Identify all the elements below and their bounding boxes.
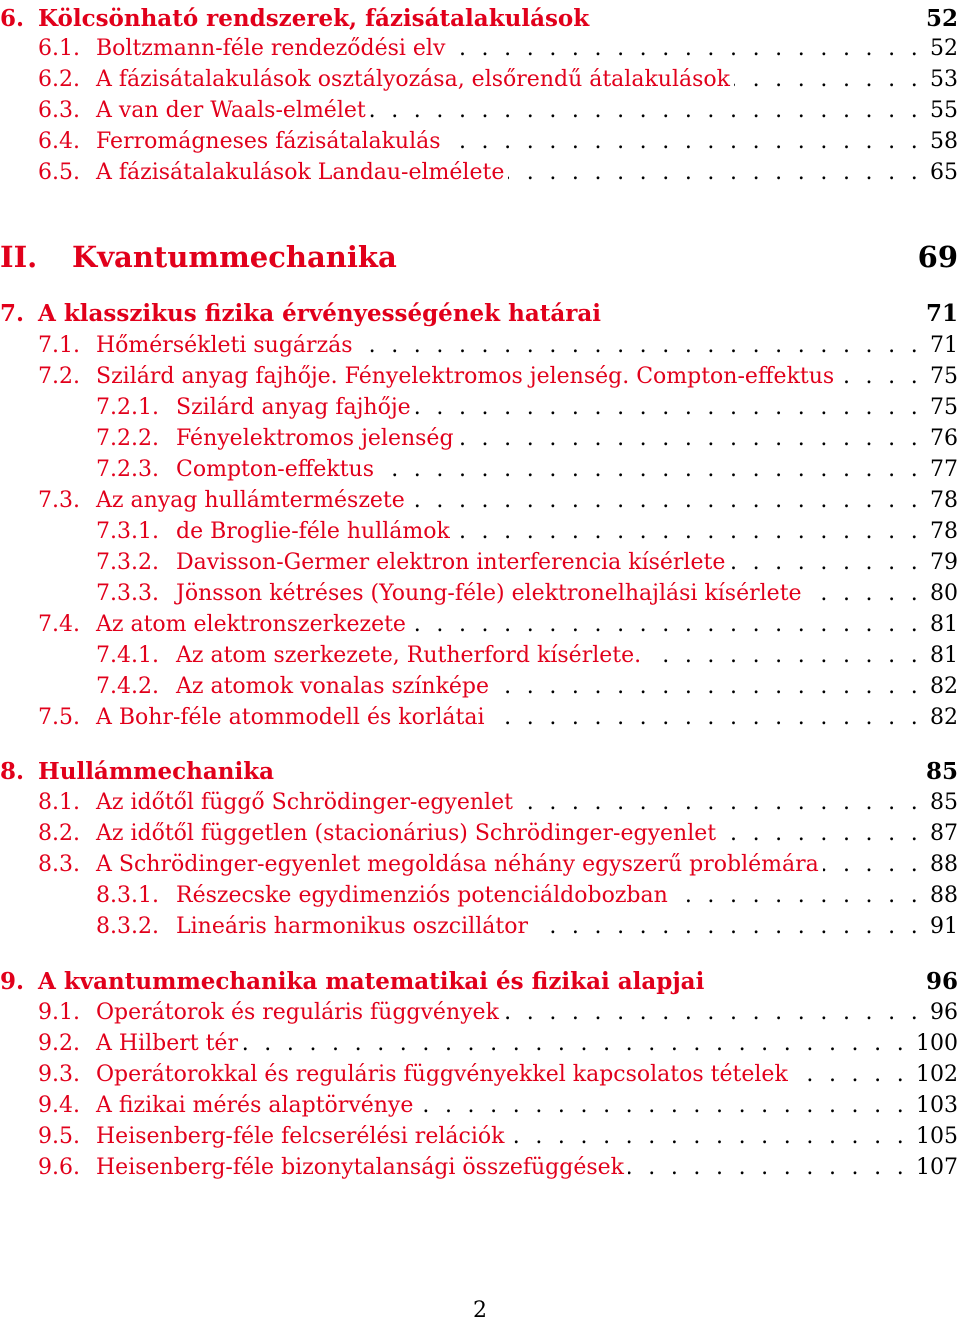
toc-entry-section[interactable] [0, 821, 958, 851]
toc-entry-title[interactable]: Kölcsönható rendszerek, fázisátalakulások [38, 5, 590, 32]
toc-entry-title[interactable]: Operátorokkal és reguláris függvényekkel kapcsolatos tételek [96, 1062, 788, 1087]
toc-entry-page[interactable]: 80 [930, 581, 958, 606]
toc-entry-subsection[interactable] [0, 914, 958, 944]
toc-entry-page[interactable]: 78 [930, 488, 958, 513]
dot-leader [729, 550, 922, 575]
toc-entry-number[interactable]: 7.3.1. [96, 519, 159, 544]
toc-entry-page[interactable]: 85 [930, 790, 958, 815]
toc-entry-subsection[interactable] [0, 550, 958, 580]
toc-entry-page[interactable]: 75 [930, 364, 958, 389]
toc-entry-page[interactable]: 52 [930, 36, 958, 61]
toc-entry-page[interactable]: 96 [925, 968, 958, 995]
toc-entry-number[interactable]: 8.3.2. [96, 914, 159, 939]
toc-entry-section[interactable] [0, 67, 958, 97]
toc-entry-page[interactable]: 53 [930, 67, 958, 92]
toc-entry-page[interactable]: 65 [930, 160, 958, 185]
toc-entry-number[interactable]: 6. [0, 5, 25, 32]
toc-entry-title[interactable]: Szilárd anyag fajhője [176, 395, 411, 420]
toc-entry-section[interactable] [0, 790, 958, 820]
toc-entry-number[interactable]: 9.2. [38, 1031, 80, 1056]
toc-entry-chapter[interactable] [0, 300, 958, 330]
toc-entry-subsection[interactable] [0, 395, 958, 425]
toc-entry-page[interactable]: 78 [930, 519, 958, 544]
toc-entry-number[interactable]: 9.5. [38, 1124, 80, 1149]
toc-entry-subsection[interactable] [0, 426, 958, 456]
toc-entry-section[interactable] [0, 160, 958, 190]
toc-entry-page[interactable]: 87 [930, 821, 958, 846]
toc-entry-section[interactable] [0, 705, 958, 735]
toc-entry-number[interactable]: 7.2.3. [96, 457, 159, 482]
toc-entry-page[interactable]: 85 [925, 758, 958, 785]
dot-leader [454, 519, 922, 544]
toc-entry-number[interactable]: 9.1. [38, 1000, 80, 1025]
toc-entry-title[interactable]: Szilárd anyag fajhője. Fényelektromos jelenség. Compton-effektus [96, 364, 835, 389]
toc-entry-page[interactable]: 82 [930, 705, 958, 730]
toc-entry-section[interactable] [0, 852, 958, 882]
dot-leader [508, 160, 922, 185]
dot-leader [410, 612, 922, 637]
toc-entry-part[interactable] [0, 240, 958, 280]
dot-leader [445, 129, 922, 154]
toc-entry-page[interactable]: 81 [930, 643, 958, 668]
toc-entry-title[interactable]: A fázisátalakulások Landau-elmélete [96, 160, 505, 185]
toc-entry-section[interactable] [0, 364, 958, 394]
toc-entry-number[interactable]: 6.4. [38, 129, 80, 154]
toc-entry-title[interactable]: de Broglie-féle hullámok [176, 519, 450, 544]
toc-entry-number[interactable]: 9.4. [38, 1093, 80, 1118]
toc-entry-page[interactable]: 71 [925, 300, 958, 327]
toc-entry-title[interactable]: Hőmérsékleti sugárzás [96, 333, 353, 358]
dot-leader [823, 852, 922, 877]
toc-entry-section[interactable] [0, 1000, 958, 1030]
toc-entry-title[interactable]: A Schrödinger-egyenlet megoldása néhány egyszerű problémára [96, 852, 819, 877]
dot-leader [357, 333, 922, 358]
toc-entry-page[interactable]: 52 [925, 5, 958, 32]
toc-entry-page[interactable]: 100 [916, 1031, 958, 1056]
toc-entry-page[interactable]: 103 [916, 1093, 958, 1118]
toc-entry-page[interactable]: 82 [930, 674, 958, 699]
dot-leader [242, 1031, 908, 1056]
toc-entry-title[interactable]: Lineáris harmonikus oszcillátor [176, 914, 528, 939]
toc-entry-number[interactable]: 7.4.1. [96, 643, 159, 668]
toc-entry-page[interactable]: 55 [930, 98, 958, 123]
toc-entry-section[interactable] [0, 36, 958, 66]
toc-entry-number[interactable]: 7.2. [38, 364, 80, 389]
dot-leader [417, 1093, 908, 1118]
dot-leader [645, 643, 922, 668]
page-number: 2 [473, 1298, 487, 1323]
dot-leader [415, 395, 922, 420]
toc-entry-title[interactable]: Hullámmechanika [38, 758, 275, 785]
toc-entry-section[interactable] [0, 1031, 958, 1061]
toc-entry-subsection[interactable] [0, 581, 958, 611]
toc-entry-page[interactable]: 107 [916, 1155, 958, 1180]
toc-entry-number[interactable]: 8.1. [38, 790, 80, 815]
toc-entry-title[interactable]: Az atom szerkezete, Rutherford kísérlete. [176, 643, 642, 668]
toc-entry-page[interactable]: 71 [930, 333, 958, 358]
dot-leader [672, 883, 922, 908]
toc-entry-section[interactable] [0, 612, 958, 642]
toc-entry-title[interactable]: A klasszikus fizika érvényességének határai [38, 300, 602, 327]
dot-leader [720, 821, 922, 846]
toc-entry-page[interactable]: 105 [916, 1124, 958, 1149]
toc-entry-page[interactable]: 79 [930, 550, 958, 575]
toc-entry-title[interactable]: Heisenberg-féle felcserélési relációk [96, 1124, 505, 1149]
dot-leader [449, 36, 922, 61]
toc-entry-page[interactable]: 69 [917, 240, 958, 274]
toc-entry-section[interactable] [0, 98, 958, 128]
toc-entry-number[interactable]: 7.3.2. [96, 550, 159, 575]
toc-entry-number[interactable]: 6.5. [38, 160, 80, 185]
toc-entry-number[interactable]: 6.3. [38, 98, 80, 123]
toc-entry-page[interactable]: 76 [930, 426, 958, 451]
toc-entry-title[interactable]: Az atom elektronszerkezete [96, 612, 406, 637]
dot-leader [378, 457, 922, 482]
toc-entry-number[interactable]: 8.2. [38, 821, 80, 846]
toc-entry-number[interactable]: 8.3. [38, 852, 80, 877]
dot-leader [508, 1124, 908, 1149]
toc-entry-chapter[interactable] [0, 5, 958, 35]
toc-entry-page[interactable]: 96 [930, 1000, 958, 1025]
toc-entry-subsection[interactable] [0, 643, 958, 673]
toc-entry-title[interactable]: Fényelektromos jelenség [176, 426, 454, 451]
toc-entry-section[interactable] [0, 1062, 958, 1092]
toc-entry-section[interactable] [0, 488, 958, 518]
toc-entry-title[interactable]: Az anyag hullámtermészete [96, 488, 405, 513]
toc-entry-title[interactable]: Compton-effektus [176, 457, 375, 482]
toc-entry-page[interactable]: 102 [916, 1062, 958, 1087]
dot-leader [489, 705, 922, 730]
toc-entry-number[interactable]: 7.4.2. [96, 674, 159, 699]
dot-leader [517, 790, 922, 815]
dot-leader [628, 1155, 908, 1180]
dot-leader [503, 1000, 922, 1025]
toc-entry-page[interactable]: 81 [930, 612, 958, 637]
toc-entry-subsection[interactable] [0, 519, 958, 549]
toc-entry-title[interactable]: Részecske egydimenziós potenciáldobozban [176, 883, 668, 908]
toc-entry-title[interactable]: Kvantummechanika [72, 240, 397, 274]
dot-leader [806, 581, 922, 606]
toc-entry-number[interactable]: 9.3. [38, 1062, 80, 1087]
toc-entry-subsection[interactable] [0, 883, 958, 913]
toc-entry-number[interactable]: 8.3.1. [96, 883, 159, 908]
toc-entry-chapter[interactable] [0, 968, 958, 998]
toc-entry-section[interactable] [0, 1093, 958, 1123]
toc-entry-number[interactable]: 7.2.1. [96, 395, 159, 420]
toc-entry-number[interactable]: 7. [0, 300, 25, 327]
toc-entry-number[interactable]: 9. [0, 968, 25, 995]
toc-entry-number[interactable]: 8. [0, 758, 25, 785]
toc-entry-title[interactable]: Boltzmann-féle rendeződési elv [96, 36, 446, 61]
toc-entry-title[interactable]: Davisson-Germer elektron interferencia kísérlete [176, 550, 726, 575]
toc-entry-title[interactable]: Az időtől függő Schrödinger-egyenlet [96, 790, 513, 815]
toc-entry-section[interactable] [0, 129, 958, 159]
dot-leader [532, 914, 922, 939]
dot-leader [409, 488, 922, 513]
toc-entry-title[interactable]: Az időtől független (stacionárius) Schrödinger-egyenlet [96, 821, 717, 846]
toc-entry-title[interactable]: Az atomok vonalas színképe [176, 674, 490, 699]
toc-entry-title[interactable]: A Bohr-féle atommodell és korlátai [96, 705, 485, 730]
toc-entry-page[interactable]: 88 [930, 883, 958, 908]
toc-entry-number[interactable]: 7.2.2. [96, 426, 159, 451]
toc-entry-number[interactable]: 6.2. [38, 67, 80, 92]
toc-entry-title[interactable]: Heisenberg-féle bizonytalansági összefüggések [96, 1155, 624, 1180]
toc-entry-number[interactable]: 7.1. [38, 333, 80, 358]
toc-entry-chapter[interactable] [0, 758, 958, 788]
toc-entry-section[interactable] [0, 1124, 958, 1154]
toc-entry-number[interactable]: 7.5. [38, 705, 80, 730]
toc-entry-number[interactable]: 7.4. [38, 612, 80, 637]
toc-entry-section[interactable] [0, 1155, 958, 1185]
toc-entry-number[interactable]: 9.6. [38, 1155, 80, 1180]
toc-entry-page[interactable]: 77 [930, 457, 958, 482]
toc-entry-page[interactable]: 91 [930, 914, 958, 939]
toc-entry-subsection[interactable] [0, 674, 958, 704]
toc-entry-page[interactable]: 58 [930, 129, 958, 154]
toc-entry-section[interactable] [0, 333, 958, 363]
toc-entry-number[interactable]: 7.3.3. [96, 581, 159, 606]
toc-entry-title[interactable]: Ferromágneses fázisátalakulás [96, 129, 441, 154]
toc-entry-title[interactable]: A kvantummechanika matematikai és fizikai alapjai [38, 968, 705, 995]
dot-leader [838, 364, 922, 389]
dot-leader [458, 426, 922, 451]
toc-entry-title[interactable]: A fázisátalakulások osztályozása, elsőrendű átalakulások [96, 67, 730, 92]
toc-entry-subsection[interactable] [0, 457, 958, 487]
toc-entry-number[interactable]: 6.1. [38, 36, 80, 61]
dot-leader [792, 1062, 908, 1087]
toc-entry-title[interactable]: Operátorok és reguláris függvények [96, 1000, 499, 1025]
toc-entry-page[interactable]: 88 [930, 852, 958, 877]
toc-entry-number[interactable]: 7.3. [38, 488, 80, 513]
toc-entry-title[interactable]: A Hilbert tér [96, 1031, 238, 1056]
toc-entry-title[interactable]: A fizikai mérés alaptörvénye [96, 1093, 414, 1118]
toc-entry-page[interactable]: 75 [930, 395, 958, 420]
dot-leader [493, 674, 922, 699]
toc-entry-title[interactable]: Jönsson kétréses (Young-féle) elektronelhajlási kísérlete [176, 581, 802, 606]
dot-leader [734, 67, 922, 92]
dot-leader [370, 98, 922, 123]
toc-entry-title[interactable]: A van der Waals-elmélet [96, 98, 366, 123]
toc-entry-number[interactable]: II. [0, 240, 38, 274]
